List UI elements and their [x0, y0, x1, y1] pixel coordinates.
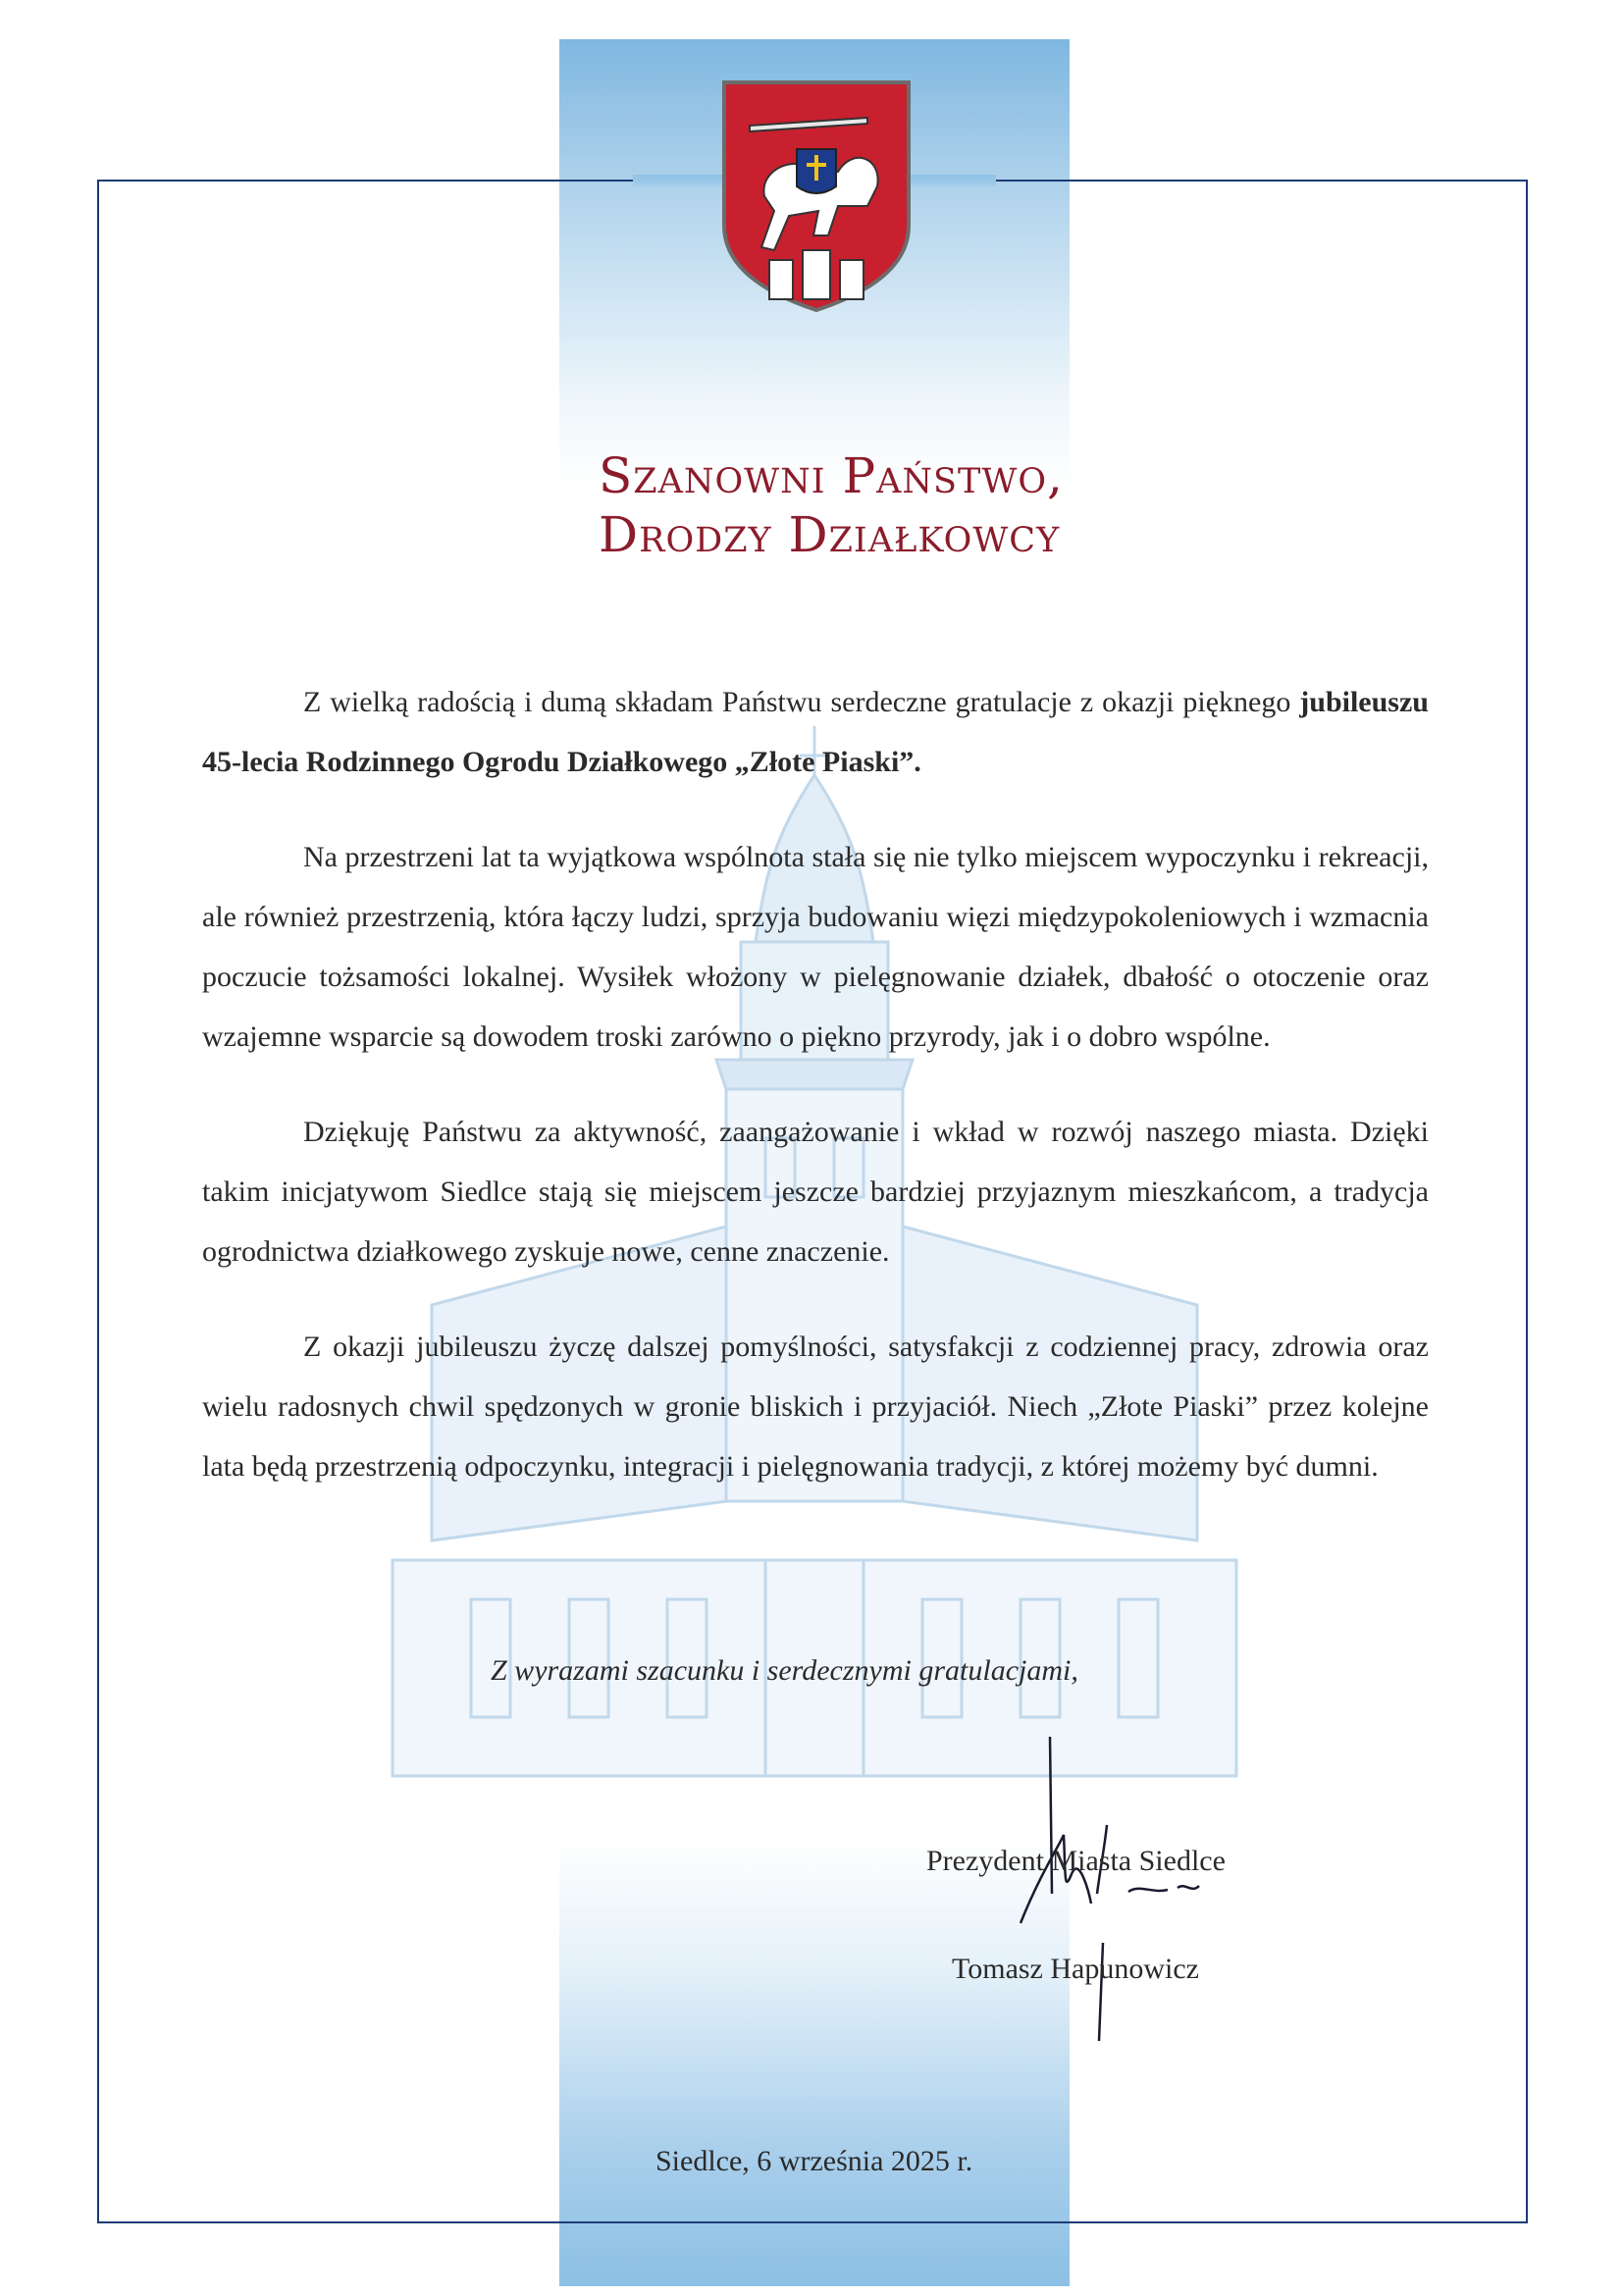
city-coat-of-arms [720, 78, 913, 314]
paragraph-3: Dziękuję Państwu za aktywność, zaangażowanie i wkład w rozwój naszego miasta. Dzięki takim inicjatywom Siedlce stają się miejscem jeszcze bardziej przyjaznym mieszkańcom, a tradycja ogrodnictwa działkowego zyskuje nowe, cenne znaczenie. [202, 1116, 1429, 1268]
letter-body [202, 672, 1429, 1532]
paragraph-1-jubilee: jubileuszu 45-lecia Rodzinnego Ogrodu Działkowego „Złote Piaski”. [202, 686, 1429, 778]
place-and-date: Siedlce, 6 września 2025 r. [655, 2145, 973, 2177]
paragraph-2: Na przestrzeni lat ta wyjątkowa wspólnota stała się nie tylko miejscem wypoczynku i rekreacji, ale również przestrzenią, która łączy ludzi, sprzyja budowaniu więzi międzypokoleniowych i wzmacnia poczucie tożsamości lokalnej. Wysiłek włożony w pielęgnowanie działek, dbałość o otoczenie oraz wzajemne wsparcie są dowodem troski zarówno o piękno przyrody, jak i o dobro wspólne. [202, 841, 1429, 1053]
paragraph-1-text: Z wielką radością i dumą składam Państwu serdeczne gratulacje z okazji pięknego [303, 686, 1300, 718]
salutation-heading [599, 446, 1344, 564]
closing-phrase: Z wyrazami szacunku i serdecznymi gratulacjami, [491, 1654, 1078, 1687]
salutation-line-2: Drodzy Działkowcy [599, 506, 1061, 563]
paragraph-4: Z okazji jubileuszu życzę dalszej pomyślności, satysfakcji z codziennej pracy, zdrowia oraz wielu radosnych chwil spędzonych w gronie bliskich i przyjaciół. Niech „Złote Piaski” przez kolejne lata będą przestrzenią odpoczynku, integracji i pielęgnowania tradycji, z której możemy być dumni. [202, 1331, 1429, 1483]
paragraph-1 [202, 672, 1429, 792]
handwritten-signature [981, 1727, 1236, 2051]
salutation-line-1: Szanowni Państwo, [599, 447, 1064, 504]
signatory-name: Tomasz Hapunowicz [952, 1953, 1199, 1985]
signatory-title: Prezydent Miasta Siedlce [926, 1845, 1226, 1877]
